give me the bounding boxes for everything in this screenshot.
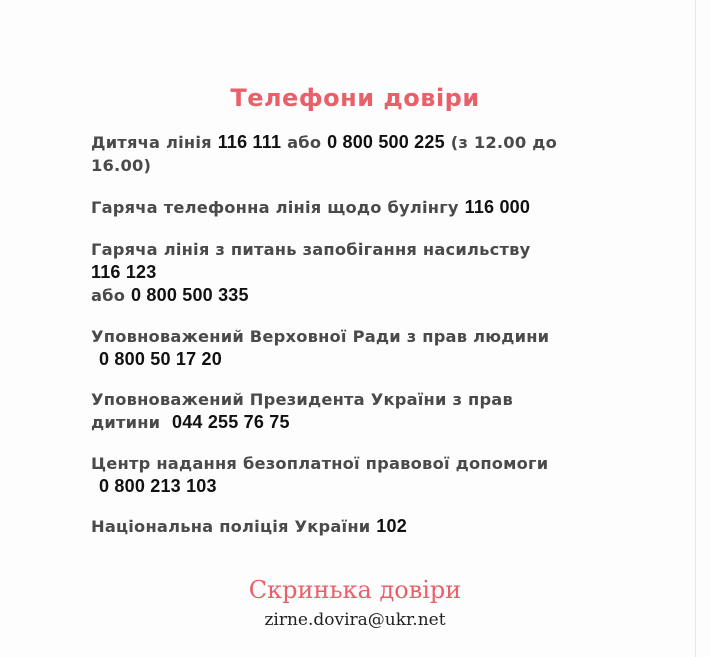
- legal-aid-number: 0 800 213 103: [99, 476, 217, 496]
- child-rights-label-1: Уповноважений Президента України з прав: [91, 390, 513, 409]
- violence-label: Гаряча лінія з питань запобігання насильству: [91, 240, 531, 259]
- child-line-number-2: 0 800 500 225: [327, 132, 445, 152]
- violence-number-1: 116 123: [91, 262, 157, 282]
- ombudsman-label: Уповноважений Верховної Ради з прав людини: [91, 327, 550, 346]
- entry-ombudsman: [91, 325, 651, 371]
- ombudsman-number: 0 800 50 17 20: [99, 349, 222, 369]
- violence-number-2: 0 800 500 335: [131, 285, 249, 305]
- entry-child-rights: [91, 388, 651, 434]
- child-rights-label-2: дитини: [91, 413, 161, 432]
- entry-legal-aid: [91, 452, 651, 498]
- hotline-list: [91, 131, 651, 538]
- page-title: Телефони довіри: [230, 84, 480, 112]
- child-line-label: Дитяча лінія: [91, 133, 212, 152]
- trust-box-title: Скринька довіри: [248, 576, 462, 604]
- police-label: Національна поліція України: [91, 517, 371, 536]
- child-line-number-1: 116 111: [217, 132, 282, 152]
- entry-child-line: [91, 131, 651, 177]
- child-rights-number: 044 255 76 75: [172, 412, 290, 432]
- violence-or: або: [91, 286, 126, 305]
- entry-violence: [91, 238, 651, 307]
- child-line-hours-1: (з 12.00 до: [450, 133, 557, 152]
- legal-aid-label: Центр надання безоплатної правової допомоги: [91, 454, 549, 473]
- entry-police: [91, 515, 651, 538]
- child-line-or: або: [287, 133, 322, 152]
- police-number: 102: [376, 516, 407, 536]
- child-line-hours-2: 16.00): [91, 156, 152, 175]
- entry-bullying: [91, 196, 651, 219]
- bullying-number: 116 000: [464, 197, 531, 217]
- bullying-label: Гаряча телефонна лінія щодо булінгу: [91, 198, 459, 217]
- trust-box-email[interactable]: zirne.dovira@ukr.net: [264, 610, 446, 630]
